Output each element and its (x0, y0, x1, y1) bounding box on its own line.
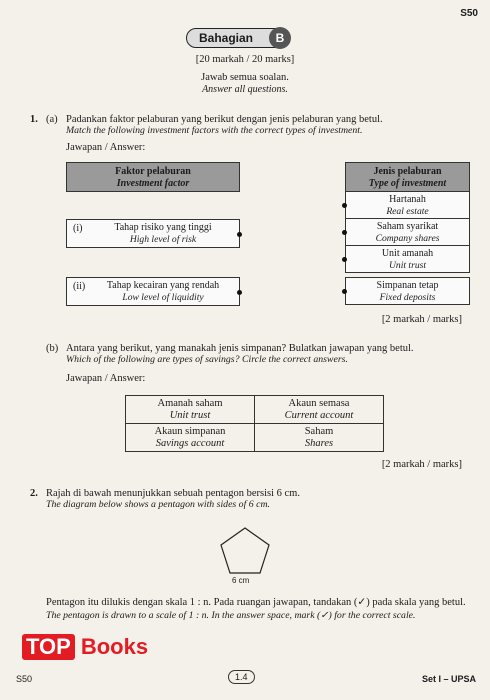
type-match-dot[interactable] (342, 257, 347, 262)
publisher-watermark (22, 634, 148, 660)
section-instruction-ms: Jawab semua soalan. (201, 72, 289, 83)
watermark-top: TOP (22, 634, 75, 660)
q2-text-ms: Rajah di bawah menunjukkan sebuah pentagon bersisi 6 cm. (46, 488, 300, 499)
q1b-text-en: Which of the following are types of savings? Circle the correct answers. (66, 354, 348, 365)
q1b-text-ms: Antara yang berikut, yang manakah jenis simpanan? Bulatkan jawapan yang betul. (66, 343, 414, 354)
factor-item-num: (i) (73, 223, 83, 234)
savings-option[interactable]: Akaun semasa Current account (255, 396, 384, 424)
pentagon-shape (221, 528, 269, 573)
savings-table (125, 395, 384, 452)
q1a-answer-label: Jawapan / Answer: (66, 142, 146, 153)
section-instruction-en: Answer all questions. (202, 84, 288, 95)
type-header-ms: Jenis pelaburan (373, 166, 442, 177)
q1a-marks: [2 markah / marks] (381, 314, 462, 325)
footer-left-code: S50 (16, 674, 33, 684)
pentagon-diagram (215, 522, 275, 582)
savings-option[interactable]: Akaun simpanan Savings account (126, 424, 255, 452)
type-item (345, 277, 470, 305)
type-match-dot[interactable] (342, 203, 347, 208)
type-item (345, 245, 470, 273)
type-item-en: Fixed deposits (379, 292, 436, 303)
factor-item-num: (ii) (73, 281, 86, 292)
savings-option[interactable]: Amanah saham Unit trust (126, 396, 255, 424)
pentagon-side-label: 6 cm (232, 576, 250, 585)
section-name: Bahagian (199, 31, 254, 45)
q1b-label: (b) (46, 343, 59, 354)
q1b-marks: [2 markah / marks] (381, 459, 462, 470)
type-match-dot[interactable] (342, 289, 347, 294)
q2-number: 2. (30, 488, 38, 499)
page-code: S50 (460, 8, 478, 19)
factor-item-en: Low level of liquidity (122, 292, 204, 303)
factor-header-en: Investment factor (116, 178, 190, 189)
factor-match-dot[interactable] (237, 232, 242, 237)
type-item (345, 191, 470, 219)
q1a-text-en: Match the following investment factors with the correct types of investment. (66, 125, 363, 136)
q1b-question (66, 343, 466, 365)
type-item-en: Unit trust (388, 260, 427, 271)
type-item-en: Real estate (386, 206, 429, 217)
factor-item-ms: Tahap risiko yang tinggi (114, 222, 212, 233)
type-item-ms: Unit amanah (381, 248, 434, 259)
factor-item (66, 219, 240, 248)
type-header (345, 162, 470, 192)
factor-header-ms: Faktor pelaburan (115, 166, 191, 177)
type-item-ms: Saham syarikat (376, 221, 439, 232)
q2-text-en: The diagram below shows a pentagon with sides of 6 cm. (46, 499, 270, 510)
q1a-text-ms: Padankan faktor pelaburan yang berikut dengan jenis pelaburan yang betul. (66, 114, 383, 125)
q1b-answer-label: Jawapan / Answer: (66, 373, 146, 384)
q2-question (46, 488, 466, 510)
factor-item (66, 277, 240, 306)
q1a-label: (a) (46, 114, 58, 125)
footer-set-label: Set I – UPSA (421, 674, 476, 684)
q2-scale-question (46, 596, 470, 622)
type-match-dot[interactable] (342, 230, 347, 235)
section-badge (186, 28, 290, 48)
factor-match-dot[interactable] (237, 290, 242, 295)
q1a-question (66, 114, 466, 136)
factor-item-en: High level of risk (129, 234, 197, 245)
section-marks: [20 markah / 20 marks] (195, 54, 295, 65)
q2-scale-ms: Pentagon itu dilukis dengan skala 1 : n. Pada ruangan jawapan, tandakan (✓) pada skala yang betul. (46, 597, 466, 608)
watermark-books: Books (80, 634, 149, 659)
factor-item-ms: Tahap kecairan yang rendah (106, 280, 220, 291)
savings-option[interactable]: Saham Shares (255, 424, 384, 452)
type-item-en: Company shares (375, 233, 440, 244)
type-item-ms: Hartanah (389, 194, 426, 205)
q1-number: 1. (30, 114, 38, 125)
type-item (345, 218, 470, 246)
type-header-en: Type of investment (368, 178, 447, 189)
type-item-ms: Simpanan tetap (376, 280, 439, 291)
section-letter: B (269, 27, 291, 49)
q2-scale-en: The pentagon is drawn to a scale of 1 : n. In the answer space, mark (✓) for the correct scale. (46, 610, 416, 621)
page-number: 1.4 (228, 670, 255, 684)
factor-header (66, 162, 240, 192)
